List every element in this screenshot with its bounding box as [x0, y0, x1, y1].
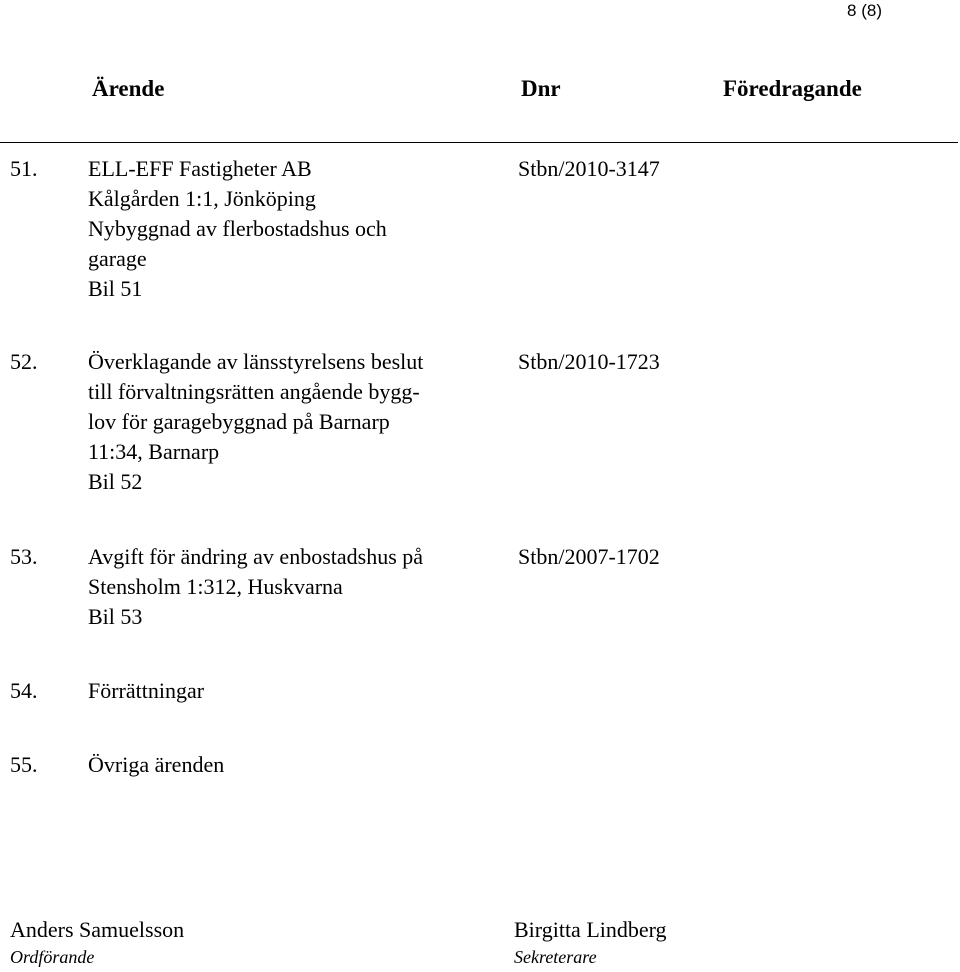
item-line: Bil 53 — [88, 604, 143, 629]
item-line: 11:34, Barnarp — [88, 439, 220, 464]
item-line: Avgift för ändring av enbostadshus på — [88, 544, 424, 569]
item-number: 55. — [10, 752, 38, 777]
item-line: Förrättningar — [88, 678, 205, 703]
item-dnr: Stbn/2007-1702 — [518, 544, 660, 569]
item-number: 54. — [10, 678, 38, 703]
item-number: 52. — [10, 349, 38, 374]
item-description — [88, 676, 508, 706]
signature-role: Sekreterare — [514, 947, 597, 967]
column-header-dnr: Dnr — [521, 76, 561, 101]
signature-secretary — [514, 916, 667, 970]
signature-name: Birgitta Lindberg — [514, 917, 667, 942]
column-header-foredragande: Föredragande — [723, 76, 862, 101]
item-description — [88, 347, 508, 497]
item-line: Bil 51 — [88, 276, 143, 301]
page-number: 8 (8) — [847, 1, 882, 20]
item-number: 51. — [10, 156, 38, 181]
item-line: Bil 52 — [88, 469, 143, 494]
item-line: garage — [88, 246, 147, 271]
item-dnr: Stbn/2010-1723 — [518, 349, 660, 374]
signature-name: Anders Samuelsson — [10, 917, 185, 942]
signature-role: Ordförande — [10, 947, 95, 967]
item-line: till förvaltningsrätten angående bygg- — [88, 379, 420, 404]
column-header-arende: Ärende — [92, 76, 165, 101]
signature-chair — [10, 916, 184, 970]
item-description — [88, 542, 508, 632]
item-number: 53. — [10, 544, 38, 569]
item-description — [88, 750, 508, 780]
item-line: Överklagande av länsstyrelsens beslut — [88, 349, 424, 374]
item-dnr: Stbn/2010-3147 — [518, 156, 660, 181]
header-divider — [0, 142, 958, 143]
item-line: lov för garagebyggnad på Barnarp — [88, 409, 390, 434]
item-line: Stensholm 1:312, Huskvarna — [88, 574, 343, 599]
item-description — [88, 154, 508, 304]
item-line: Övriga ärenden — [88, 752, 225, 777]
item-line: Nybyggnad av flerbostadshus och — [88, 216, 387, 241]
item-line: Kålgården 1:1, Jönköping — [88, 186, 316, 211]
item-line: ELL-EFF Fastigheter AB — [88, 156, 312, 181]
